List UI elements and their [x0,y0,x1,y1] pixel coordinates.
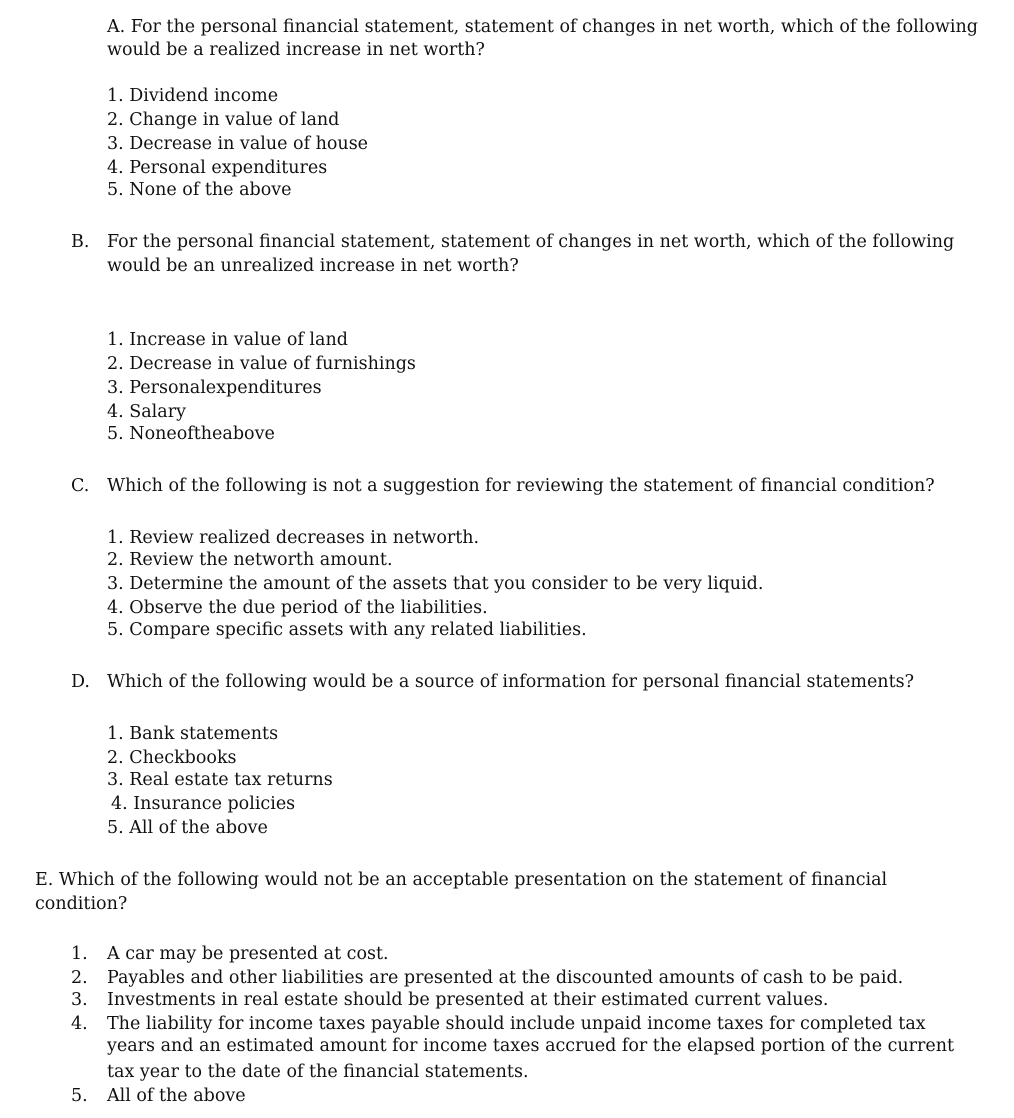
question-b-letter: B. [71,232,90,252]
option-e-4-line-2: years and an estimated amount for income taxes accrued for the elapsed portion of the current [107,1036,955,1056]
option-a-5: 5. None of the above [107,180,292,200]
option-c-1: 1. Review realized decreases in networth. [107,528,480,548]
option-e-3-number: 3. [71,990,88,1010]
option-e-4-number: 4. [71,1014,88,1034]
option-c-4: 4. Observe the due period of the liabilities. [107,598,488,618]
question-a-text-line-2: would be a realized increase in net worth? [107,40,485,60]
option-b-5: 5. Noneoftheabove [107,424,275,444]
option-a-4: 4. Personal expenditures [107,158,328,178]
option-b-1: 1. Increase in value of land [107,330,348,350]
option-d-3: 3. Real estate tax returns [107,770,333,790]
option-e-1-number: 1. [71,944,88,964]
option-a-1: 1. Dividend income [107,86,279,106]
option-c-3: 3. Determine the amount of the assets that you consider to be very liquid. [107,574,764,594]
question-b-text-line-2: would be an unrealized increase in net worth? [107,256,519,276]
question-e-text-line-2: condition? [35,894,128,914]
option-e-1: A car may be presented at cost. [107,944,389,964]
question-a-text-line-1: A. For the personal financial statement, statement of changes in net worth, which of the following [107,17,978,37]
option-c-5: 5. Compare specific assets with any related liabilities. [107,620,587,640]
option-e-2-number: 2. [71,968,88,988]
option-d-2: 2. Checkbooks [107,748,237,768]
question-c-text: Which of the following is not a suggestion for reviewing the statement of financial condition? [107,476,935,496]
option-e-2: Payables and other liabilities are presented at the discounted amounts of cash to be paid. [107,968,904,988]
option-a-2: 2. Change in value of land [107,110,340,130]
option-e-3: Investments in real estate should be presented at their estimated current values. [107,990,829,1010]
question-c-letter: C. [71,476,90,496]
option-b-4: 4. Salary [107,402,186,422]
option-d-4: 4. Insurance policies [111,794,296,814]
option-e-5: All of the above [107,1086,246,1106]
question-e-text-line-1: E. Which of the following would not be an acceptable presentation on the statement of financial [35,870,888,890]
question-d-text: Which of the following would be a source of information for personal financial statements? [107,672,914,692]
option-d-5: 5. All of the above [107,818,268,838]
option-e-5-number: 5. [71,1086,88,1106]
option-c-2: 2. Review the networth amount. [107,550,393,570]
option-b-2: 2. Decrease in value of furnishings [107,354,416,374]
question-b-text-line-1: For the personal financial statement, statement of changes in net worth, which of the following [107,232,955,252]
option-d-1: 1. Bank statements [107,724,279,744]
option-e-4-line-3: tax year to the date of the financial statements. [107,1062,529,1082]
question-d-letter: D. [71,672,90,692]
option-e-4-line-1: The liability for income taxes payable should include unpaid income taxes for completed tax [107,1014,926,1034]
option-a-3: 3. Decrease in value of house [107,134,369,154]
option-b-3: 3. Personalexpenditures [107,378,322,398]
